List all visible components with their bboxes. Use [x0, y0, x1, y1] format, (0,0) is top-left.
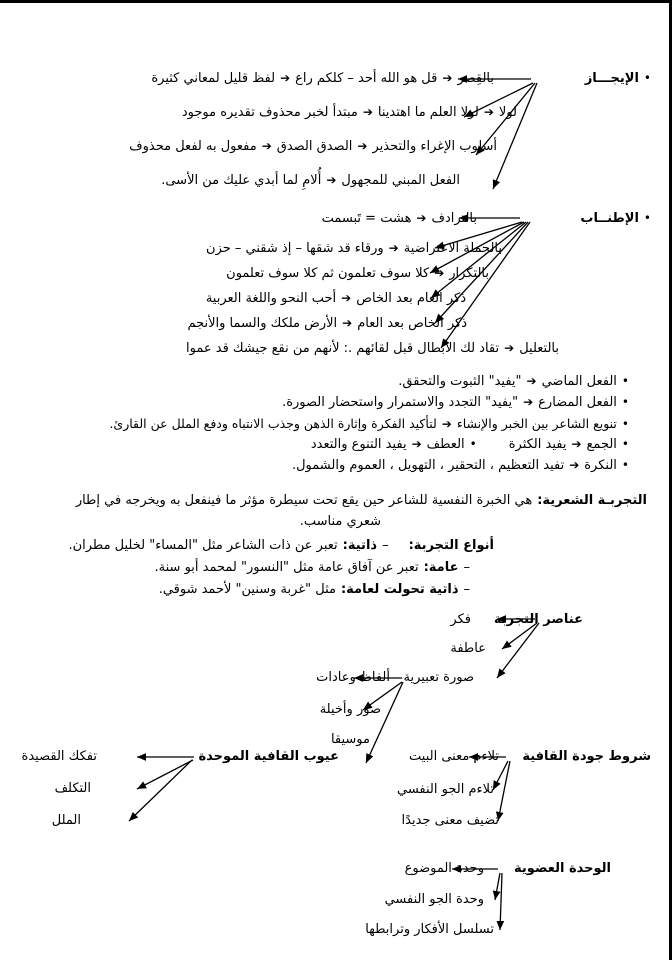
- bullet-icon: •: [621, 395, 629, 409]
- dash-icon: –: [463, 560, 470, 575]
- wahda-item-0: وحدة الموضوع: [404, 861, 484, 876]
- arrow-left-icon: ➔: [526, 374, 537, 388]
- bullet-icon: •: [621, 437, 629, 451]
- uyub-connectors: [129, 757, 194, 821]
- itnab-row-4-label: ذكر الخاص بعد العام: [357, 316, 467, 331]
- bullet-item-1-term: الفعل المضارع: [538, 395, 617, 410]
- arrow-left-icon: ➔: [434, 266, 445, 280]
- anwa-desc-1: تعبر عن آفاق عامة مثل "النسور" لمحمد أبو سنة.: [154, 560, 419, 575]
- eejaz-heading: الإيجـــاز: [584, 71, 639, 86]
- anasir-item-1: عاطفة: [450, 641, 486, 656]
- bullet-icon: •: [621, 417, 629, 431]
- bullet-item-3: [292, 458, 629, 473]
- itnab-row-5: [186, 341, 559, 356]
- shurut-item-2: تضيف معنى جديدًا: [401, 813, 499, 828]
- arrow-left-icon: ➔: [357, 139, 368, 153]
- bullet-item-2-term: تنويع الشاعر بين الخبر والإنشاء: [456, 416, 617, 431]
- bullet-item-2: [109, 416, 629, 431]
- sura-item-0: ألفاظ وعادات: [316, 670, 390, 685]
- pair-right-meaning: يفيد التنوع والتعدد: [310, 437, 407, 452]
- eejaz-row-3-label: الفعل المبني للمجهول: [341, 173, 460, 188]
- arrow-left-icon: ➔: [483, 105, 494, 119]
- anwa-type-2: ذاتية تحولت لعامة:: [340, 582, 459, 597]
- itnab-row-4-example: الأرض ملكك والسما والأنجم: [187, 316, 338, 331]
- uyub-item-2: الملل: [51, 813, 81, 828]
- eejaz-row-0-example: قل هو الله أحد – كلكم راع: [295, 71, 438, 86]
- shurut-item-0: تلاءم معنى البيت: [409, 749, 499, 764]
- eejaz-row-1-note: مبتدأ لخبر محذوف تقديره موجود: [181, 105, 358, 120]
- itnab-row-4: [187, 316, 467, 331]
- shurut-qafiya-heading: شروط جودة القافية: [522, 749, 651, 764]
- anasir-connectors: [497, 619, 539, 678]
- tajriba-definition-line2: شعري مناسب.: [299, 514, 381, 529]
- bullet-item-0: [398, 374, 629, 389]
- bullet-icon: •: [621, 458, 629, 472]
- arrow-left-icon: ➔: [569, 458, 580, 472]
- bullet-icon: •: [643, 71, 651, 85]
- wahda-udwiyya-heading: الوحدة العضوية: [514, 861, 611, 876]
- sura-item-2: موسيقا: [330, 732, 370, 747]
- eejaz-row-1: [182, 105, 517, 120]
- arrow-left-icon: ➔: [442, 71, 453, 85]
- eejaz-row-2: [129, 139, 497, 154]
- anwa-tajriba-row-2: [159, 582, 470, 597]
- arrow-left-icon: ➔: [416, 211, 427, 225]
- anwa-type-0: ذاتية:: [342, 538, 378, 553]
- itnab-row-3: [206, 291, 466, 306]
- tajriba-definition-row: [76, 493, 647, 508]
- bullet-pair-row: [311, 437, 629, 452]
- bullet-item-1: [282, 395, 629, 410]
- eejaz-row-2-label: أسلوب الإغراء والتحذير: [372, 139, 497, 154]
- itnab-heading-row: [580, 211, 651, 226]
- tajriba-definition-line1: هي الخبرة النفسية للشاعر حين يقع تحت سيطرة مؤثر ما فينفعل به ويخرجه في إطار: [75, 493, 533, 508]
- itnab-row-5-label: بالتعليل: [519, 341, 559, 356]
- arrow-left-icon: ➔: [504, 341, 515, 355]
- uyub-qafiya-heading: عيوب القافية الموحدة: [198, 749, 339, 764]
- itnab-row-2-label: بالتكرار: [449, 266, 489, 281]
- itnab-row-1: [206, 241, 502, 256]
- anwa-desc-0: تعبر عن ذات الشاعر مثل "المساء" لخليل مطران.: [68, 538, 338, 553]
- eejaz-connectors: [458, 79, 537, 189]
- bullet-icon: •: [643, 211, 651, 225]
- anwa-tajriba-row-0: [68, 538, 494, 553]
- itnab-row-2: [226, 266, 489, 281]
- arrow-left-icon: ➔: [261, 139, 272, 153]
- arrow-left-icon: ➔: [326, 173, 337, 187]
- arrow-left-icon: ➔: [388, 241, 399, 255]
- dash-icon: –: [463, 582, 470, 597]
- anwa-tajriba-row-1: [155, 560, 470, 575]
- eejaz-row-2-note: مفعول به لفعل محذوف: [129, 139, 257, 154]
- anwa-tajriba-heading: أنواع التجربة:: [408, 538, 494, 553]
- tajriba-heading: التجربـة الشعرية:: [537, 493, 647, 508]
- arrow-left-icon: ➔: [411, 437, 422, 451]
- bullet-item-2-meaning: لتأكيد الفكرة وإثارة الذهن وجذب الانتباه ودفع الملل عن القارئ.: [109, 416, 437, 431]
- anasir-item-0: فكر: [450, 612, 471, 627]
- bullet-item-1-meaning: "يفيد" التجدد والاستمرار واستحضار الصورة.: [282, 395, 519, 410]
- arrow-left-icon: ➔: [342, 316, 353, 330]
- eejaz-row-1-example: لولا العلم ما اهتدينا: [377, 105, 479, 120]
- bullet-item-0-term: الفعل الماضي: [541, 374, 617, 389]
- arrow-left-icon: ➔: [341, 291, 352, 305]
- uyub-item-0: تفكك القصيدة: [21, 749, 97, 764]
- itnab-row-1-label: بالجملة الاعتراضية: [403, 241, 502, 256]
- bullet-icon: •: [469, 437, 477, 451]
- eejaz-row-0-label: بالقِصر: [457, 71, 494, 86]
- bullet-item-3-term: النكرة: [584, 458, 617, 473]
- itnab-row-0-example: هشت = تَبسمت: [321, 211, 412, 226]
- pair-left-meaning: يفيد الكثرة: [508, 437, 567, 452]
- eejaz-row-0: [151, 71, 494, 86]
- eejaz-row-0-note: لفظ قليل لمعاني كثيرة: [151, 71, 276, 86]
- uyub-item-1: التكلف: [54, 781, 91, 796]
- anwa-type-1: عامة:: [423, 560, 459, 575]
- itnab-row-3-example: أحب النحو واللغة العربية: [205, 291, 337, 306]
- sura-item-1: صور وأخيلة: [319, 702, 381, 717]
- itnab-row-5-example: تقاد لك الأبطال قبل لقائهم .: لأنهم من نقع جيشك قد عموا: [186, 341, 500, 356]
- arrow-left-icon: ➔: [280, 71, 291, 85]
- itnab-row-0-label: بالترادف: [431, 211, 477, 226]
- eejaz-row-3-example: أُلامِ لما أبدي عليك من الأسى.: [161, 173, 322, 188]
- shurut-item-1: تلاءم الجو النفسي: [397, 782, 494, 797]
- bullet-item-3-meaning: تفيد التعظيم ، التحقير ، التهويل ، العموم والشمول.: [291, 458, 565, 473]
- anasir-tajriba-heading: عناصر التجربة: [493, 612, 583, 627]
- anasir-item-2: صورة تعبيرية: [403, 670, 474, 685]
- itnab-row-3-label: ذكر العام بعد الخاص: [356, 291, 466, 306]
- pair-left-term: الجمع: [586, 437, 617, 452]
- eejaz-row-1-label: لولا: [498, 105, 517, 120]
- anwa-desc-2: مثل "غربة وسنين" لأحمد شوقي.: [158, 582, 336, 597]
- eejaz-row-2-example: الصدق الصدق: [276, 139, 353, 154]
- eejaz-heading-row: [585, 71, 651, 86]
- eejaz-row-3: [161, 173, 460, 188]
- itnab-row-1-example: ورقاء قد شقها – إذ شقني – حزن: [206, 241, 384, 256]
- wahda-item-1: وحدة الجو النفسي: [384, 892, 484, 907]
- bullet-icon: •: [621, 374, 629, 388]
- itnab-row-2-example: كلا سوف تعلمون ثم كلا سوف تعلمون: [226, 266, 430, 281]
- pair-right-term: العطف: [426, 437, 465, 452]
- arrow-left-icon: ➔: [523, 395, 534, 409]
- bullet-item-0-meaning: "يفيد" الثبوت والتحقق.: [398, 374, 522, 389]
- arrow-left-icon: ➔: [362, 105, 373, 119]
- itnab-heading: الإطنــاب: [580, 211, 639, 226]
- wahda-item-2: تسلسل الأفكار وترابطها: [365, 922, 494, 937]
- arrow-left-icon: ➔: [441, 417, 452, 431]
- arrow-left-icon: ➔: [571, 437, 582, 451]
- sura-connectors: [354, 678, 403, 763]
- dash-icon: –: [382, 538, 389, 553]
- itnab-row-0: [322, 211, 477, 226]
